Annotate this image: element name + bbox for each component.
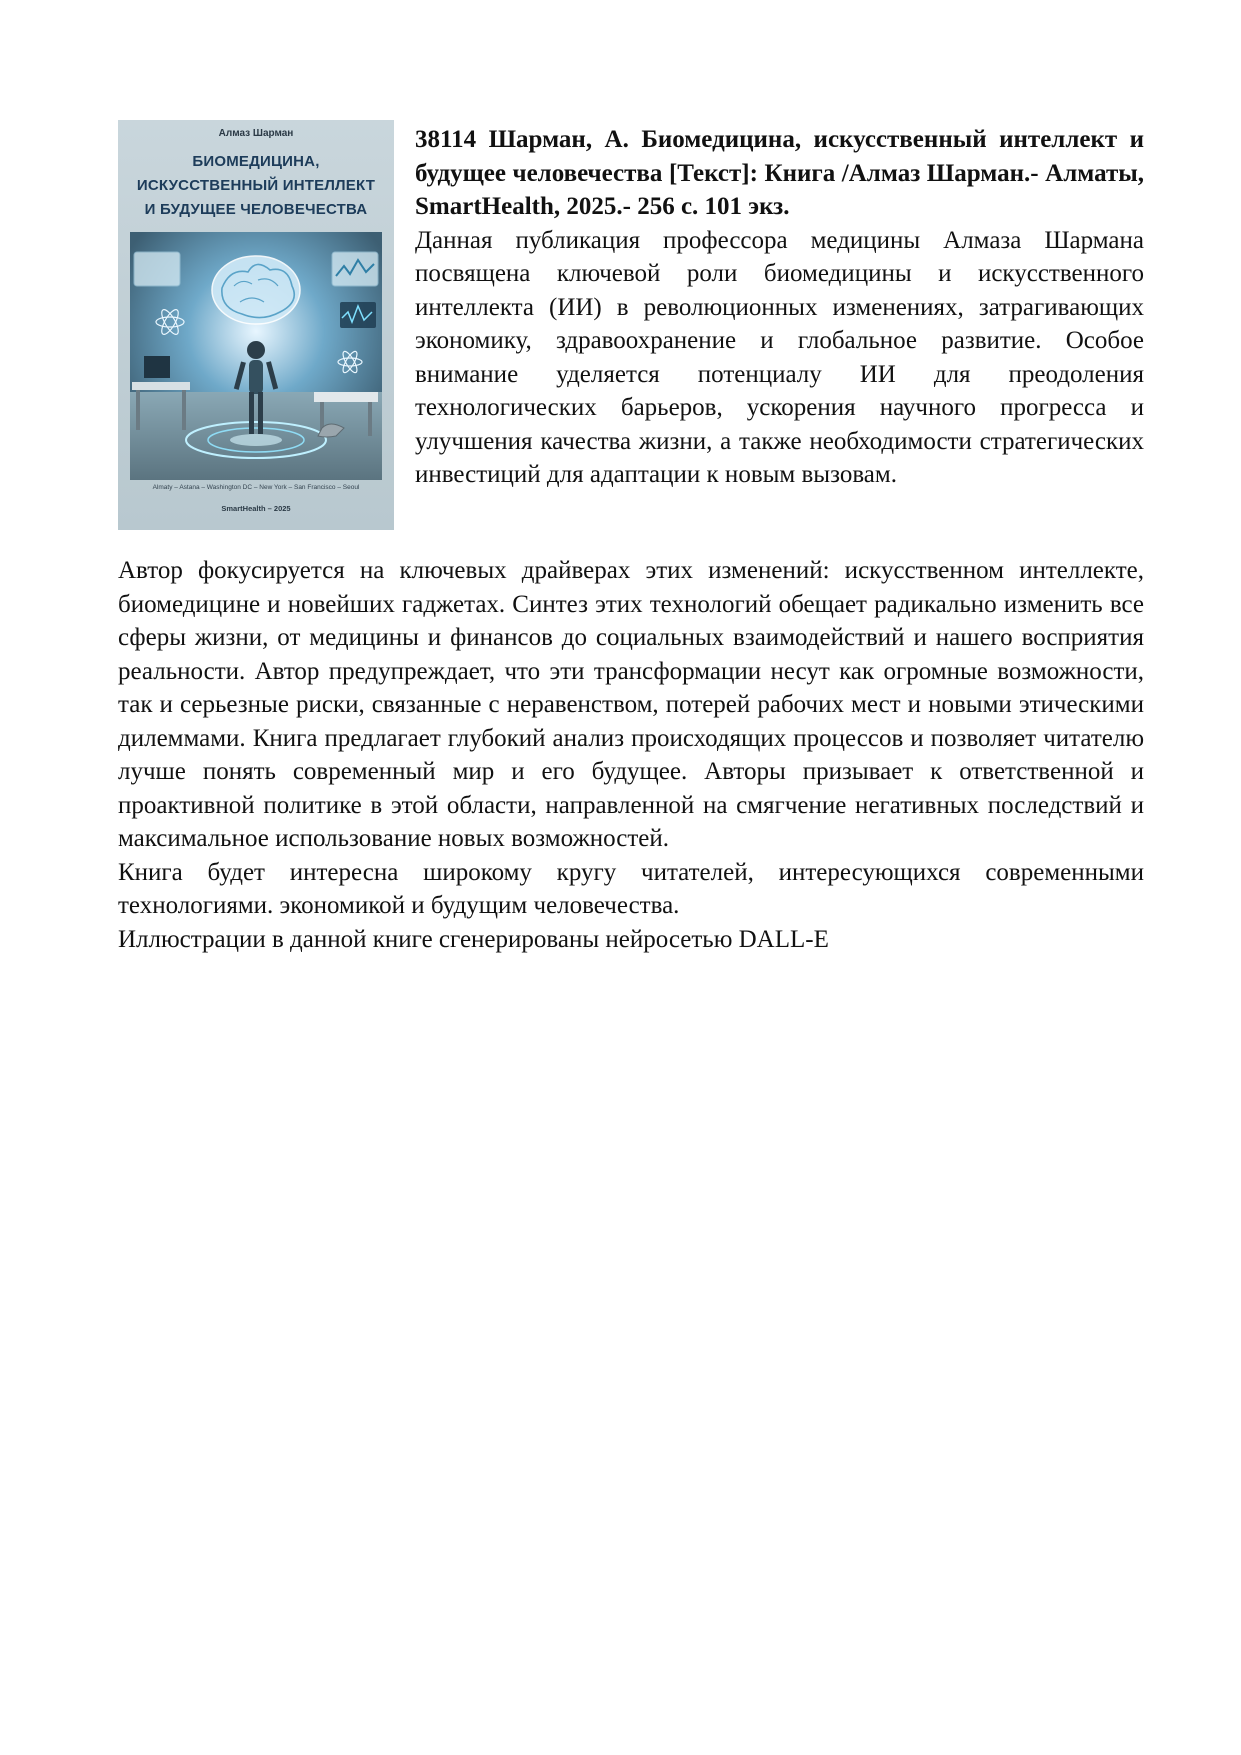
body-paragraph: Иллюстрации в данной книге сгенерированы нейросетью DALL-E [118,925,829,953]
cover-cities: Almaty – Astana – Washington DC – New York – San Francisco – Seoul [152,484,360,491]
entry-column [415,123,1144,492]
book-cover-image [118,120,394,530]
cover-illustration [130,232,382,480]
cover-title [126,150,386,222]
body-paragraph: Книга будет интересна широкому кругу читателей, интересующихся современными технологиями. экономикой и будущим человечества. [118,858,1144,919]
cover-title-line: БИОМЕДИЦИНА, [192,153,320,170]
bibliographic-entry: 38114 Шарман, А. Биомедицина, искусственный интеллект и будущее человечества [Текст]: Книга /Алмаз Шарман.- Алматы, SmartHealth, 2025.- 256 с. 101 экз. [415,126,1144,220]
body-paragraph: Автор фокусируется на ключевых драйверах этих изменений: искусственном интеллекте, биомедицине и новейших гаджетах. Синтез этих технологий обещает радикально изменить все сферы жизни, от медицины и финансов до социальных взаимодействий и нашего восприятия реальности. Автор предупреждает, что эти трансформации несут как огромные возможности, так и серьезные риски, связанные с неравенством, потерей рабочих мест и новыми этическими дилеммами. Книга предлагает глубокий анализ происходящих процессов и позволяет читателю лучше понять современный мир и его будущее. Авторы призывает к ответственной и проактивной политике в этой области, направленной на смягчение негативных последствий и максимальное использование новых возможностей. [118,557,1144,852]
cover-title-line: И БУДУЩЕЕ ЧЕЛОВЕЧЕСТВА [144,201,368,218]
annotation-paragraph: Данная публикация профессора медицины Алмаза Шармана посвящена ключевой роли биомедицины и искусственного интеллекта (ИИ) в революционных изменениях, затрагивающих экономику, здравоохранение и глобальное развитие. Особое внимание уделяется потенциалу ИИ для преодоления технологических барьеров, ускорения научного прогресса и улучшения качества жизни, а также необходимости стратегических инвестиций для адаптации к новым вызовам. [415,226,1144,488]
body-text [118,554,1144,956]
cover-title-line: ИСКУССТВЕННЫЙ ИНТЕЛЛЕКТ [136,177,376,194]
cover-publisher: SmartHealth – 2025 [221,504,291,513]
cover-author: Алмаз Шарман [218,128,294,139]
